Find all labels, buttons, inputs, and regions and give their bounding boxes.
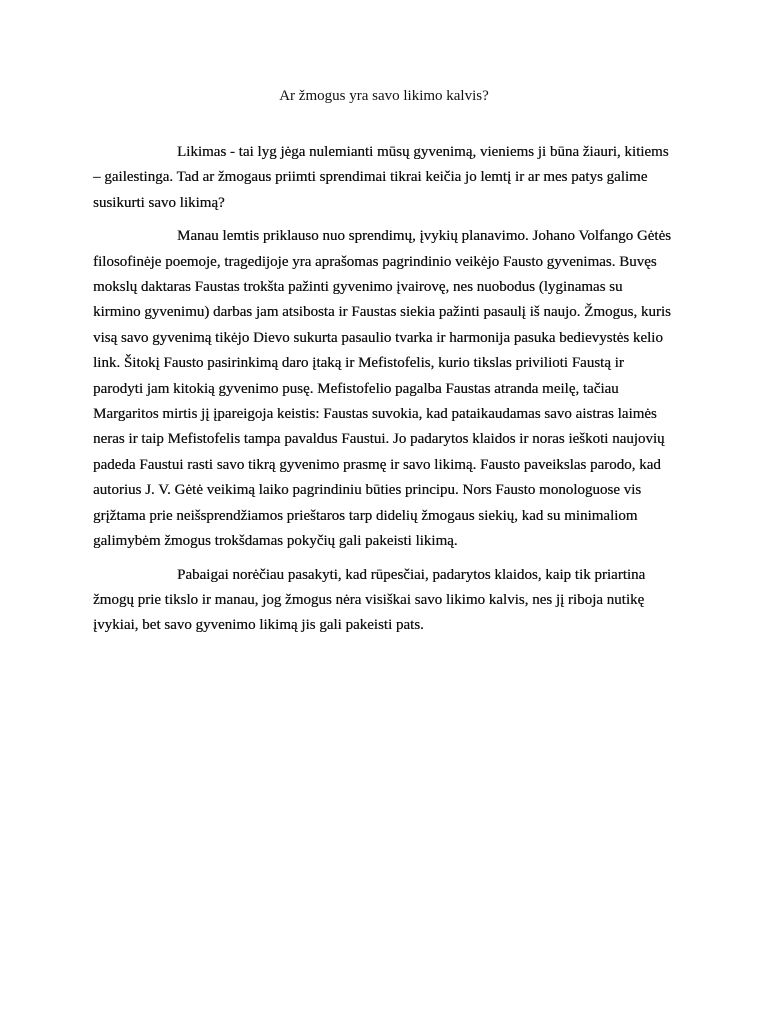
document-title: Ar žmogus yra savo likimo kalvis? [279, 88, 489, 104]
paragraph-argument: Manau lemtis priklauso nuo sprendimų, įvykių planavimo. Johano Volfango Gėtės filosofinėje poemoje, tragedijoje yra aprašomas pagrindinio veikėjo Fausto gyvenimas. Buvęs mokslų daktaras Faustas trokšta pažinti gyvenimo įvairovę, nes nuobodus (lyginamas su kirmino gyvenimu) darbas jam atsibosta ir Faustas siekia pažinti pasaulį iš naujo. Žmogus, kuris visą savo gyvenimą tikėjo Dievo sukurta pasaulio tvarka ir harmonija pasuka bedievystės kelio link. Šitokį Fausto pasirinkimą daro įtaką ir Mefistofelis, kurio tikslas privilioti Faustą ir parodyti jam kitokią gyvenimo pusę. Mefistofelio pagalba Faustas atranda meilę, tačiau Margaritos mirtis jį įpareigoja keistis: Faustas suvokia, kad pataikaudamas savo aistras laimės neras ir taip Mefistofelis tampa pavaldus Faustui. Jo padarytos klaidos ir noras ieškoti naujovių padeda Faustui rasti savo tikrą gyvenimo prasmę ir savo likimą. Fausto paveikslas parodo, kad autorius J. V. Gėtė veikimą laiko pagrindiniu būties principu. Nors Fausto monologuose vis grįžtama prie neišsprendžiamos prieštaros tarp didelių žmogaus siekių, kad su minimaliom galimybėm žmogus trokšdamas pokyčių gali pakeisti likimą. [93, 228, 671, 550]
paragraph-intro: Likimas - tai lyg jėga nulemianti mūsų gyvenimą, vieniems ji būna žiauri, kitiems – gailestinga. Tad ar žmogaus priimti sprendimai tikrai keičia jo lemtį ir ar mes patys galime susikurti savo likimą? [93, 144, 669, 211]
paragraph-conclusion: Pabaigai norėčiau pasakyti, kad rūpesčiai, padarytos klaidos, kaip tik priartina žmogų prie tikslo ir manau, jog žmogus nėra visiškai savo likimo kalvis, nes jį riboja nutikę įvykiai, bet savo gyvenimo likimą jis gali pakeisti pats. [93, 566, 646, 634]
document-body [93, 140, 673, 647]
